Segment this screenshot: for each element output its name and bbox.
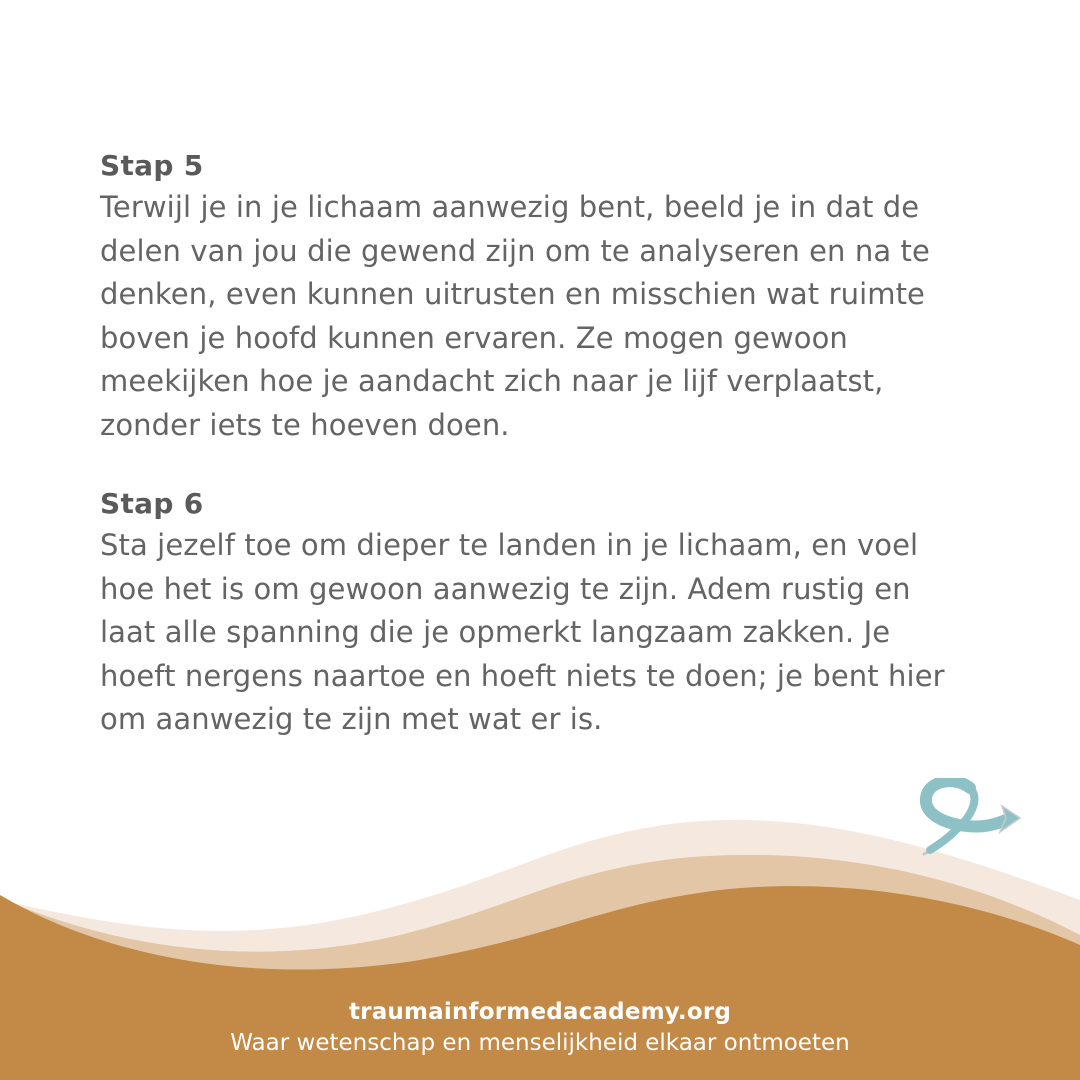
step-6-line: Sta jezelf toe om dieper te landen in je lichaam, en voel	[100, 528, 919, 562]
step-5-line: delen van jou die gewend zijn om te analyseren en na te	[100, 233, 930, 268]
step-6-line: hoeft nergens naartoe en hoeft niets te doen; je bent hier	[100, 658, 945, 693]
footer	[0, 996, 1080, 1058]
step-6-title: Stap 6	[100, 487, 204, 520]
step-5-line: denken, even kunnen uitrusten en misschien wat ruimte	[100, 277, 925, 311]
step-5-title: Stap 5	[100, 149, 204, 182]
step-5-line: meekijken hoe je aandacht zich naar je lijf verplaatst,	[100, 364, 884, 398]
website-url[interactable]: traumainformedacademy.org	[348, 999, 732, 1025]
step-5-line: Terwijl je in je lichaam aanwezig bent, beeld je in dat de	[100, 190, 920, 224]
step-6-line: hoe het is om gewoon aanwezig te zijn. Adem rustig en	[100, 571, 911, 606]
step-5-line: zonder iets te hoeven doen.	[100, 407, 510, 442]
step-6-line: laat alle spanning die je opmerkt langzaam zakken. Je	[100, 615, 891, 649]
step-5-line: boven je hoofd kunnen ervaren. Ze mogen gewoon	[100, 320, 848, 355]
tagline: Waar wetenschap en menselijkheid elkaar ontmoeten	[230, 1030, 850, 1056]
step-6-line: om aanwezig te zijn met wat er is.	[100, 702, 603, 736]
ribbon-arrow-icon	[918, 778, 1022, 860]
